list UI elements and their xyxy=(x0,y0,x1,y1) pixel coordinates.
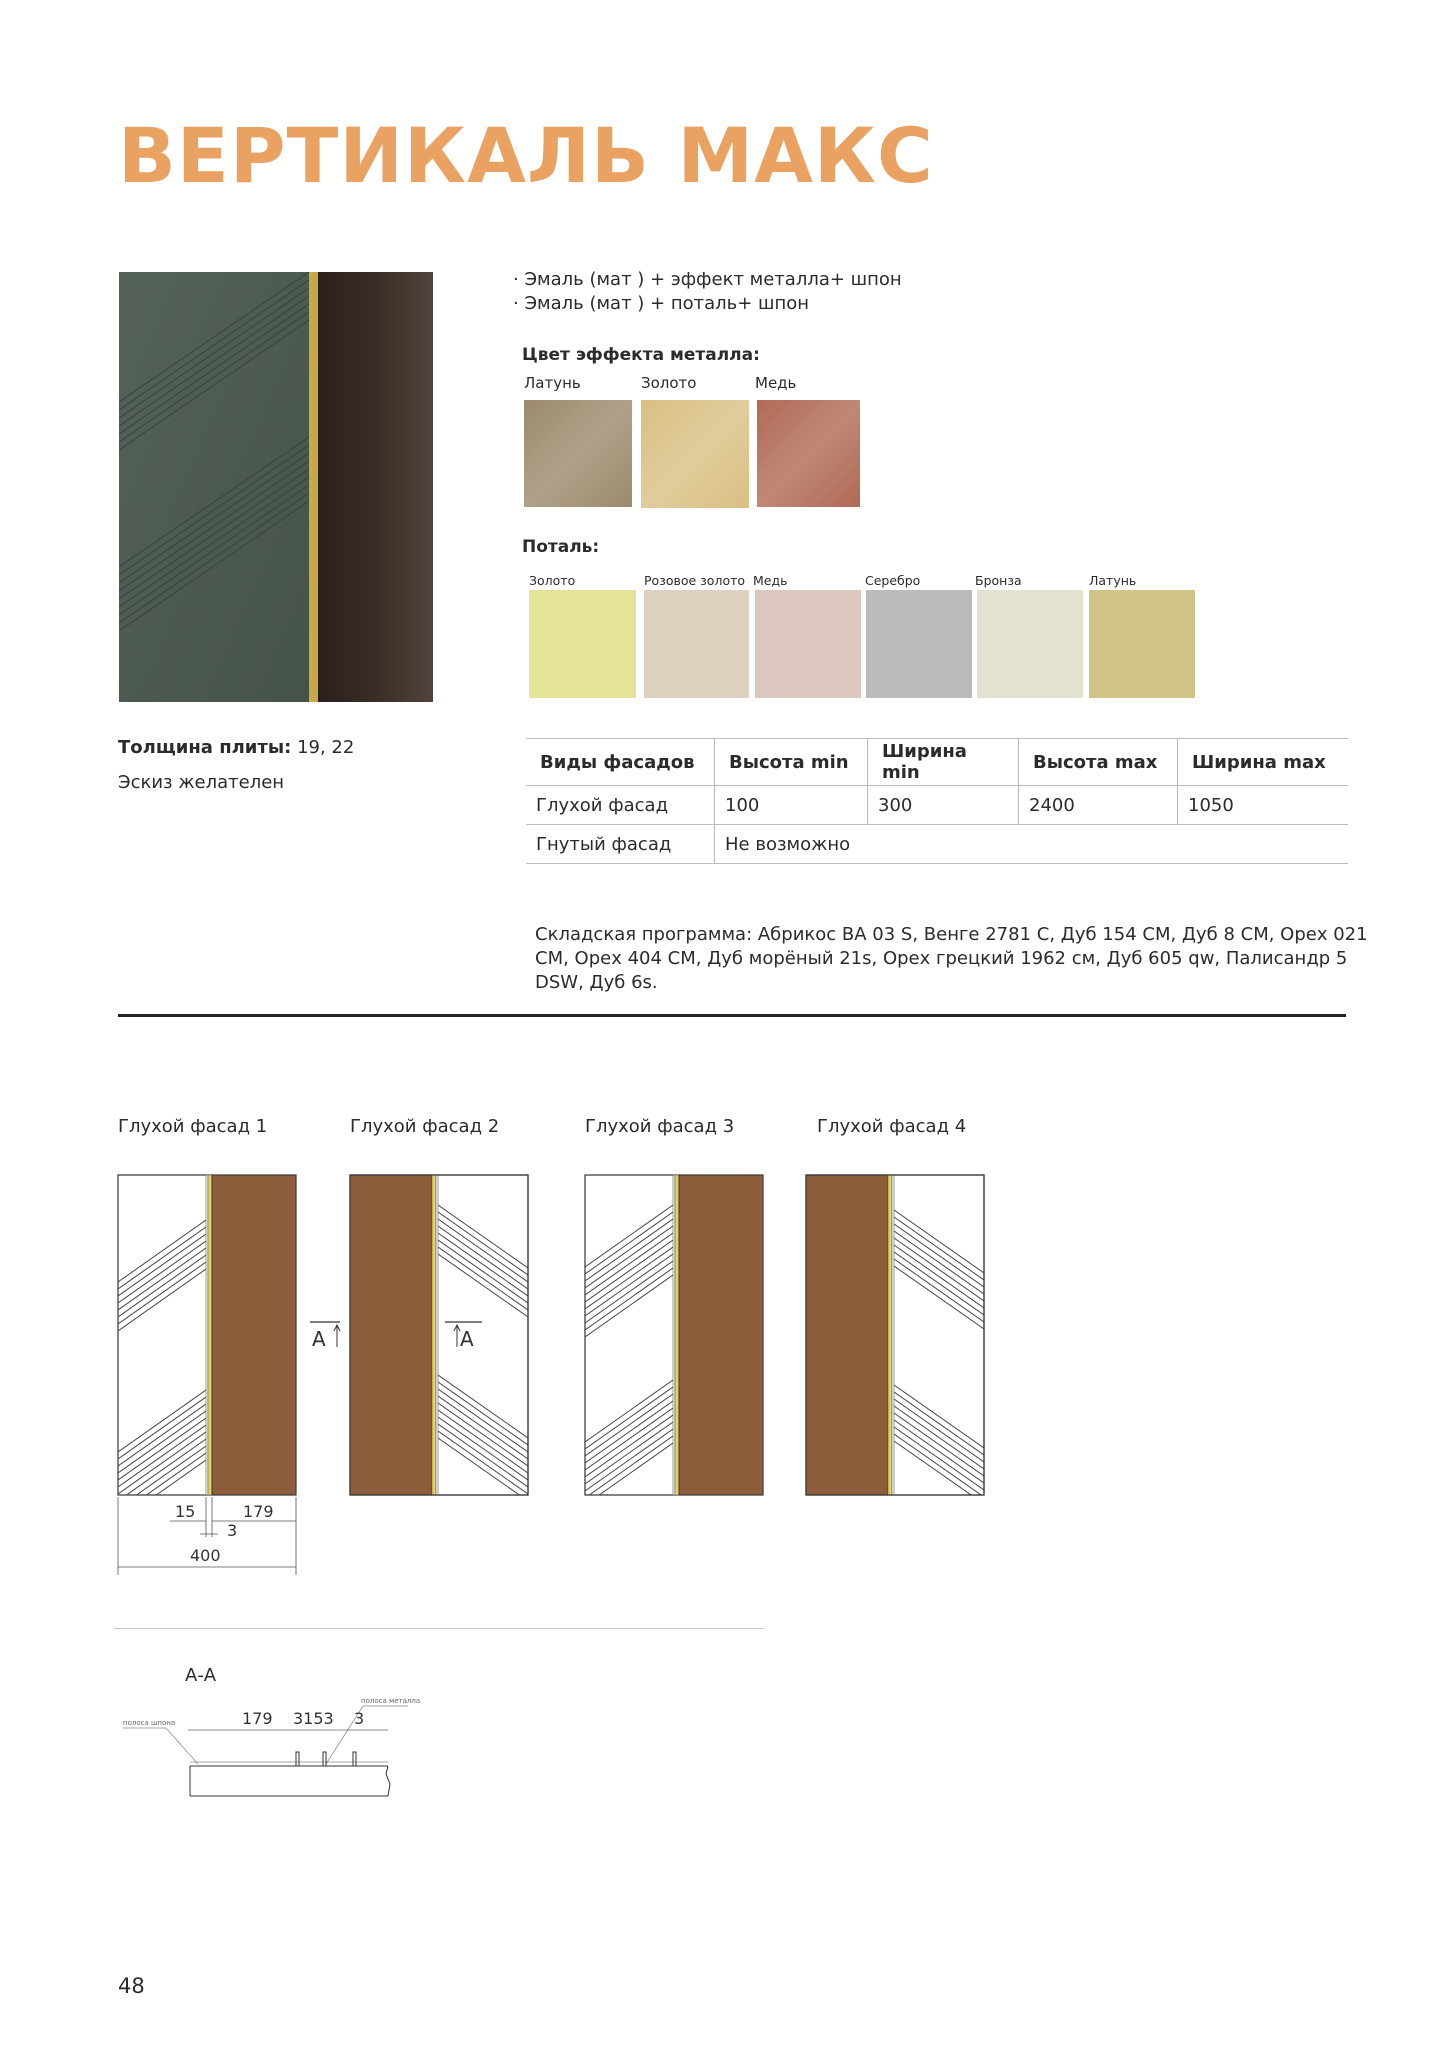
potal-label-copper: Медь xyxy=(753,573,788,588)
potal-heading: Поталь: xyxy=(522,537,600,557)
metal-swatch-gold xyxy=(641,400,749,508)
potal-swatch-copper xyxy=(755,590,861,698)
page-number: 48 xyxy=(118,1974,145,1998)
potal-label-silver: Серебро xyxy=(865,573,921,588)
potal-swatch-brass xyxy=(1089,590,1195,698)
thickness-label: Толщина плиты: xyxy=(118,737,292,758)
table-header-row xyxy=(526,739,1348,786)
facade-label-4: Глухой фасад 4 xyxy=(817,1116,967,1137)
dim-15: 15 xyxy=(175,1502,196,1521)
potal-label-bronze: Бронза xyxy=(975,573,1022,588)
table-header: Ширина max xyxy=(1178,739,1349,786)
facade-drawings xyxy=(110,1165,1010,1585)
dim-400: 400 xyxy=(190,1546,221,1565)
sketch-note: Эскиз желателен xyxy=(118,772,285,793)
table-header: Высота max xyxy=(1019,739,1178,786)
metal-effect-heading: Цвет эффекта металла: xyxy=(522,345,760,365)
table-cell: 100 xyxy=(715,786,868,825)
section-drawing xyxy=(118,1688,438,1803)
thickness-line xyxy=(118,736,354,760)
potal-swatch-gold xyxy=(529,590,636,698)
dim-3: 3 xyxy=(227,1521,238,1540)
section-title: А-А xyxy=(185,1665,217,1686)
option-2: · Эмаль (мат ) + поталь+ шпон xyxy=(513,293,810,314)
facade-drawing-2 xyxy=(350,1175,528,1501)
potal-swatch-silver xyxy=(866,590,972,698)
table-row xyxy=(526,825,1348,864)
facade-drawing-1 xyxy=(118,1175,296,1522)
section-dim-179: 179 xyxy=(242,1709,273,1728)
thickness-value: 19, 22 xyxy=(297,737,355,758)
table-cell: Не возможно xyxy=(715,825,1349,864)
option-1: · Эмаль (мат ) + эффект металла+ шпон xyxy=(513,269,902,290)
potal-label-brass: Латунь xyxy=(1089,573,1137,588)
facade-label-1: Глухой фасад 1 xyxy=(118,1116,268,1137)
facade-label-3: Глухой фасад 3 xyxy=(585,1116,735,1137)
facade-label-2: Глухой фасад 2 xyxy=(350,1116,500,1137)
spec-table xyxy=(526,738,1348,864)
facade-drawing-3 xyxy=(585,1175,763,1505)
thin-divider xyxy=(114,1628,764,1629)
metal-strip-label: полоса металла xyxy=(361,1697,421,1705)
potal-swatch-bronze xyxy=(977,590,1083,698)
veneer-strip-label: полоса шпона xyxy=(123,1719,176,1727)
potal-label-rose-gold: Розовое золото xyxy=(644,573,746,588)
table-cell: Глухой фасад xyxy=(526,786,715,825)
metal-label-copper: Медь xyxy=(755,374,797,392)
section-dim-3153: 3153 xyxy=(293,1709,334,1728)
table-header: Высота min xyxy=(715,739,868,786)
section-marker-a-left: A xyxy=(312,1327,326,1351)
table-cell: Гнутый фасад xyxy=(526,825,715,864)
dim-179: 179 xyxy=(243,1502,274,1521)
potal-swatch-rose-gold xyxy=(644,590,749,698)
table-header: Виды фасадов xyxy=(526,739,715,786)
table-cell: 2400 xyxy=(1019,786,1178,825)
table-cell: 1050 xyxy=(1178,786,1349,825)
page-title: ВЕРТИКАЛЬ МАКС xyxy=(118,111,934,200)
metal-swatch-copper xyxy=(757,400,860,507)
metal-swatch-brass xyxy=(524,400,632,507)
section-dim-3: 3 xyxy=(354,1709,365,1728)
table-row xyxy=(526,786,1348,825)
metal-label-gold: Золото xyxy=(641,374,697,392)
table-header: Ширина min xyxy=(868,739,1019,786)
stock-program: Складская программа: Абрикос BA 03 S, Венге 2781 C, Дуб 154 CM, Дуб 8 CM, Орех 021 CM, Орех 404 CM, Дуб морёный 21s, Орех грецкий 1962 см, Дуб 605 qw, Палисандр 5 DSW, Дуб 6s. xyxy=(535,924,1368,993)
section-marker-a-right: A xyxy=(460,1327,474,1351)
table-cell: 300 xyxy=(868,786,1019,825)
potal-label-gold: Золото xyxy=(529,573,576,588)
facade-drawing-4 xyxy=(806,1175,984,1504)
section-divider xyxy=(118,1014,1346,1017)
metal-label-brass: Латунь xyxy=(524,374,581,392)
product-photo xyxy=(119,272,433,702)
